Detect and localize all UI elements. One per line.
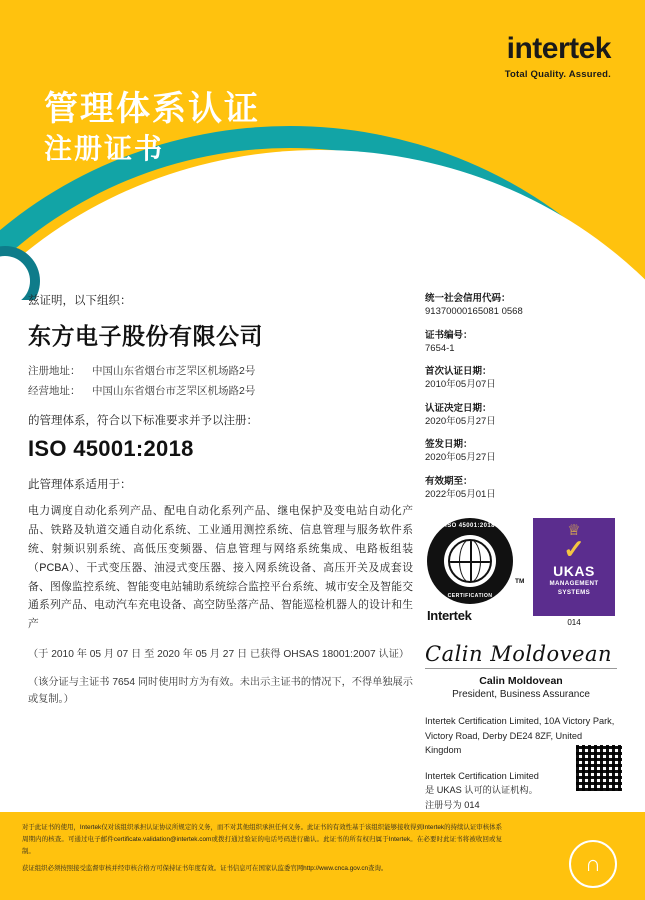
field-label: 证书编号： <box>425 329 473 341</box>
conformity-line: 的管理体系，符合以下标准要求并予以注册： <box>28 415 258 427</box>
accreditation-line-2: 是 UKAS 认可的认证机构。 <box>425 785 538 796</box>
field-certificate-number <box>425 329 617 357</box>
field-value: 91370000165081 0568 <box>425 306 523 318</box>
scope-text: 电力调度自动化系列产品、配电自动化系列产品、继电保护及变电站自动化产品、铁路及轨道交通自动化系统、工业通用测控系统、信息管理与服务软件系统、射频识别系统、高低压变频器、信息管理与网络系统集成、电路板组装（PCBA）、干式变压器、油浸式变压器、接入网系统设备、高压开关及成套设备、图像监控系统、智能变电站辅助系统综合监控平台系统、城市安全及智能交通系列产品、电动汽车充电设备、高空防坠落产品、智能巡检机器人的设计和生产 <box>28 505 413 631</box>
note-previous-certification: （于 2010 年 05 月 07 日 至 2020 年 05 月 27 日 已获得 OHSAS 18001:2007 认证） <box>28 649 410 661</box>
registered-address-label: 注册地址： <box>28 365 81 377</box>
field-expiry-date <box>425 475 617 503</box>
signature-block <box>425 642 617 700</box>
iso-seal-icon <box>427 518 513 604</box>
intertek-tagline: Total Quality. Assured. <box>504 69 611 80</box>
globe-meridian-shape <box>459 539 481 583</box>
checkmark-icon: ✓ <box>563 534 585 565</box>
ukas-name: UKAS <box>553 563 595 580</box>
field-issue-date <box>425 438 617 466</box>
standard-name: ISO 45001:2018 <box>28 436 194 461</box>
ukas-number: 014 <box>567 618 581 628</box>
accreditation-line-1: Intertek Certification Limited <box>425 771 539 782</box>
intertek-seal-wordmark: Intertek <box>427 608 472 624</box>
operating-address-row <box>28 383 413 398</box>
issuer-address: Intertek Certification Limited, 10A Victory Park, Victory Road, Derby DE24 8ZF, United Kingdom <box>425 716 615 755</box>
field-value: 7654-1 <box>425 342 455 354</box>
qr-code-icon <box>575 744 623 792</box>
intertek-wordmark: intertek <box>506 32 611 65</box>
field-label: 首次认证日期： <box>425 366 492 378</box>
lead-text: 兹证明，以下组织： <box>28 295 132 307</box>
ukas-sub-line-1: MANAGEMENT <box>549 580 599 588</box>
crown-icon: ♕ <box>567 522 581 540</box>
certificate-body <box>28 292 413 708</box>
certificate-details <box>425 292 617 812</box>
field-certification-decision-date <box>425 402 617 430</box>
field-value: 2010年05月07日 <box>425 379 496 391</box>
field-label: 签发日期： <box>425 439 473 451</box>
signature-divider <box>425 668 617 669</box>
field-initial-certification-date <box>425 365 617 393</box>
intertek-logo <box>505 34 611 80</box>
title-line-2: 注册证书 <box>44 132 165 164</box>
registered-address-row <box>28 363 413 378</box>
globe-icon <box>448 539 492 583</box>
header-band <box>0 0 645 300</box>
field-value: 2020年05月27日 <box>425 415 496 427</box>
footer-legal-text <box>22 822 502 879</box>
field-credit-code <box>425 292 617 320</box>
field-label: 统一社会信用代码： <box>425 293 511 304</box>
field-label: 认证决定日期： <box>425 402 492 414</box>
signatory-name: Calin Moldovean <box>479 675 563 688</box>
ukas-seal-icon <box>533 518 615 616</box>
iso-seal-top-text: ISO 45001:2018 <box>445 523 495 530</box>
page-title <box>44 88 260 167</box>
field-value: 2020年05月27日 <box>425 452 496 464</box>
organization-name: 东方电子股份有限公司 <box>28 323 263 349</box>
operating-address-value: 中国山东省烟台市芝罘区机场路2号 <box>92 385 256 397</box>
field-label: 有效期至： <box>425 475 473 487</box>
iso-seal-bottom-text: CERTIFICATION <box>447 593 493 600</box>
accreditation-line-3: 注册号为 014 <box>425 799 480 810</box>
note-subsidiary-certificate: （该分证与主证书 7654 同时使用时方为有效。未出示主证书的情况下，不得单独展示或复制。） <box>28 676 413 705</box>
signatory-title: President, Business Assurance <box>452 689 590 701</box>
accreditation-seals <box>425 518 617 628</box>
field-value: 2022年05月01日 <box>425 489 496 501</box>
cnas-mark-icon: ∩ <box>569 840 617 888</box>
footer-band <box>0 812 645 900</box>
operating-address-label: 经营地址： <box>28 385 81 397</box>
scope-heading: 此管理体系适用于： <box>28 479 132 491</box>
trademark-mark: TM <box>515 578 525 586</box>
footer-paragraph-2: 获证组织必须按照接受监督审核并经审核合格方可保持证书年度有效。证书信息可在国家认监委官网http://www.cnca.gov.cn查询。 <box>22 864 388 872</box>
signature-script: Calin Moldovean <box>425 642 613 667</box>
ukas-sub-line-2: SYSTEMS <box>557 589 591 597</box>
footer-paragraph-1: 对于此证书的使用，Intertek仅对该组织承担认证协议所规定的义务，而不对其他组织承担任何义务。此证书的有效性基于该组织能够接收得到Intertek的持续认证审核体系周期内的核查。可通过电子邮件certificate.validation@intertek.com或拨打通过验证的电话号码进行确认。此证书的所有权归属于Intertek。在必要时此证书将被收回或复制。 <box>22 824 502 855</box>
registered-address-value: 中国山东省烟台市芝罘区机场路2号 <box>92 365 256 377</box>
title-line-1: 管理体系认证 <box>44 90 260 128</box>
